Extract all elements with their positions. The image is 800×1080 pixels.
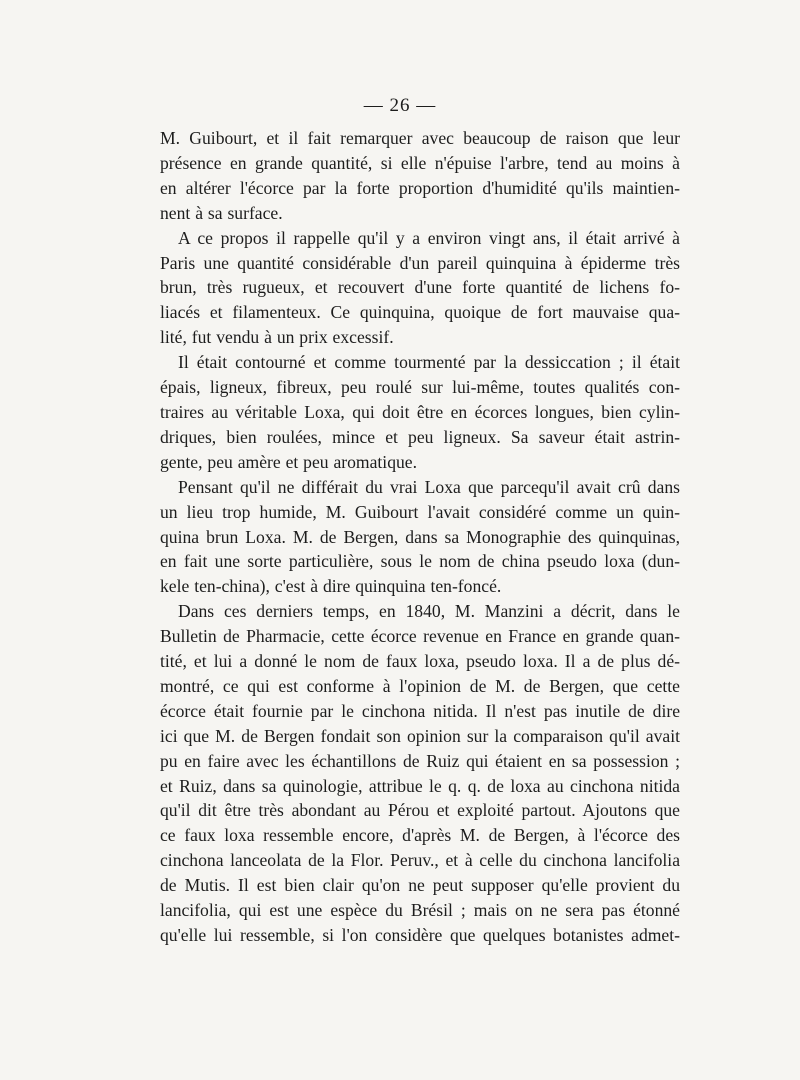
text-line: nent à sa surface.: [160, 202, 283, 223]
text-line: driques, bien roulées, mince et peu ligneux. Sa saveur était astrin-: [160, 426, 680, 447]
text-line: cinchona lanceolata de la Flor. Peruv., et à celle du cinchona lancifolia: [160, 850, 680, 871]
text-line: traires au véritable Loxa, qui doit être en écorces longues, bien cylin-: [160, 401, 680, 422]
text-line: un lieu trop humide, M. Guibourt l'avait considéré comme un quin-: [160, 501, 680, 522]
paragraph: [160, 226, 680, 351]
text-line: Paris une quantité considérable d'un pareil quinquina à épiderme très: [160, 252, 680, 273]
text-line: M. Guibourt, et il fait remarquer avec beaucoup de raison que leur: [160, 128, 680, 148]
paragraph: [160, 126, 680, 226]
text-line: ce faux loxa ressemble encore, d'après M. de Bergen, à l'écorce des: [160, 825, 680, 846]
text-line: pu en faire avec les échantillons de Ruiz qui étaient en sa possession ;: [160, 750, 680, 771]
text-line: brun, très rugueux, et recouvert d'une forte quantité de lichens fo-: [160, 277, 680, 298]
text-line: liacés et filamenteux. Ce quinquina, quoique de fort mauvaise qua-: [160, 302, 680, 323]
page-number: — 26 —: [363, 95, 437, 116]
text-line: épais, ligneux, fibreux, peu roulé sur lui-même, toutes qualités con-: [160, 377, 680, 398]
text-line: et Ruiz, dans sa quinologie, attribue le q. q. de loxa au cinchona nitida: [160, 775, 680, 796]
text-line: tité, et lui a donné le nom de faux loxa, pseudo loxa. Il a de plus dé-: [160, 651, 680, 672]
text-line: gente, peu amère et peu aromatique.: [160, 451, 417, 472]
text-line: en fait une sorte particulière, sous le nom de china pseudo loxa (dun-: [160, 551, 680, 572]
text-line: Pensant qu'il ne différait du vrai Loxa que parcequ'il avait crû dans: [178, 476, 680, 497]
text-line: qu'elle lui ressemble, si l'on considère que quelques botanistes admet-: [160, 925, 680, 945]
text-line: Dans ces derniers temps, en 1840, M. Manzini a décrit, dans le: [178, 601, 680, 622]
text-line: de Mutis. Il est bien clair qu'on ne peut supposer qu'elle provient du: [160, 875, 680, 896]
paragraph: [160, 350, 680, 475]
text-line: kele ten-china), c'est à dire quinquina ten-foncé.: [160, 576, 502, 597]
text-line: lancifolia, qui est une espèce du Brésil ; mais on ne sera pas étonné: [160, 900, 680, 921]
text-line: quina brun Loxa. M. de Bergen, dans sa Monographie des quinquinas,: [160, 526, 680, 547]
text-line: Il était contourné et comme tourmenté par la dessiccation ; il était: [178, 352, 680, 373]
text-line: montré, ce qui est conforme à l'opinion de M. de Bergen, que cette: [160, 675, 680, 696]
text-line: A ce propos il rappelle qu'il y a environ vingt ans, il était arrivé à: [178, 227, 680, 248]
paragraph: [160, 599, 680, 948]
text-line: écorce était fournie par le cinchona nitida. Il n'est pas inutile de dire: [160, 700, 680, 721]
text-line: en altérer l'écorce par la forte proportion d'humidité qu'ils maintien-: [160, 177, 680, 198]
text-line: qu'il dit être très abondant au Pérou et exploité partout. Ajoutons que: [160, 800, 680, 821]
text-line: lité, fut vendu à un prix excessif.: [160, 327, 394, 348]
paragraph: [160, 475, 680, 600]
body-text: [160, 126, 680, 948]
text-line: Bulletin de Pharmacie, cette écorce revenue en France en grande quan-: [160, 626, 680, 647]
text-line: présence en grande quantité, si elle n'épuise l'arbre, tend au moins à: [160, 152, 680, 173]
text-line: ici que M. de Bergen fondait son opinion sur la comparaison qu'il avait: [160, 725, 680, 746]
